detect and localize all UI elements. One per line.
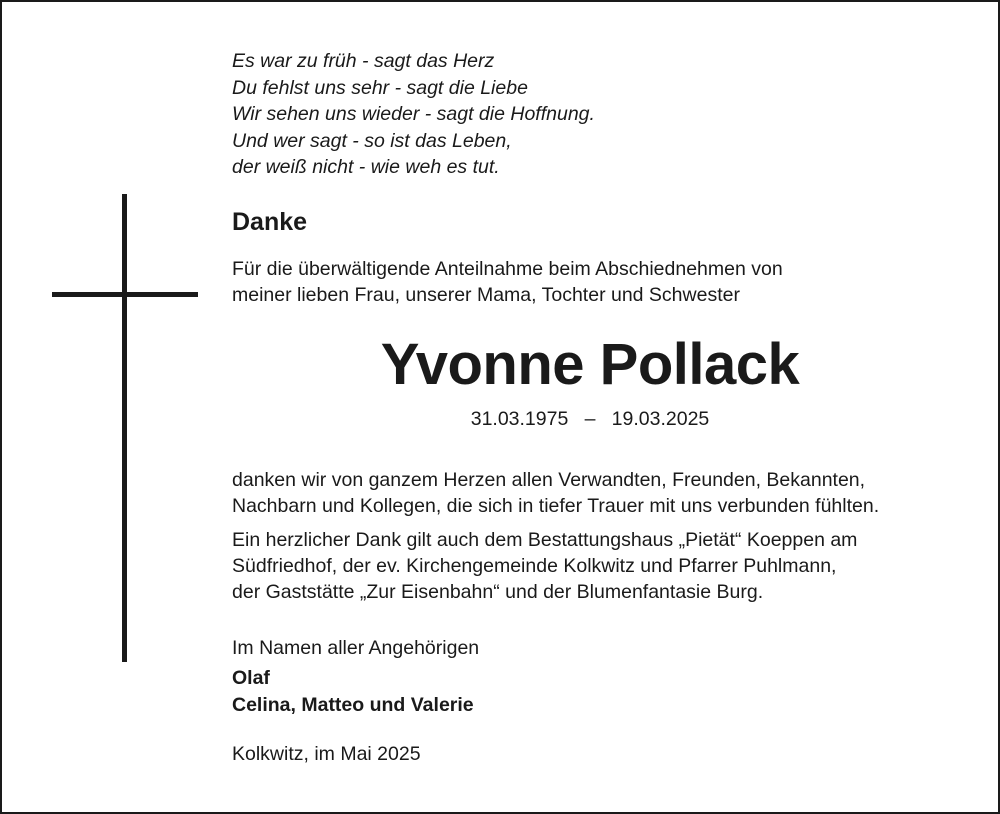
deceased-name: Yvonne Pollack (380, 332, 800, 397)
cross-horizontal-bar (52, 292, 198, 297)
paragraph-line: der Gaststätte „Zur Eisenbahn“ und der Blumenfantasie Burg. (232, 581, 764, 603)
life-dates: 31.03.1975 – 19.03.2025 (470, 408, 710, 430)
paragraph-line: Ein herzlicher Dank gilt auch dem Bestattungshaus „Pietät“ Koeppen am (232, 529, 858, 551)
paragraph-line: Nachbarn und Kollegen, die sich in tiefer Trauer mit uns verbunden fühlten. (232, 495, 880, 517)
thanks-paragraph-2 (232, 527, 948, 605)
thanks-paragraph-1 (232, 467, 948, 519)
intro-text (232, 256, 783, 308)
paragraph-line: Südfriedhof, der ev. Kirchengemeinde Kolkwitz und Pfarrer Puhlmann, (232, 555, 837, 577)
poem-line: Es war zu früh - sagt das Herz (232, 50, 495, 72)
poem-line: Wir sehen uns wieder - sagt die Hoffnung. (232, 103, 595, 125)
poem-line: Und wer sagt - so ist das Leben, (232, 129, 512, 152)
cross-vertical-bar (122, 194, 127, 662)
intro-line: meiner lieben Frau, unserer Mama, Tochter und Schwester (232, 284, 740, 306)
intro-line: Für die überwältigende Anteilnahme beim Abschiednehmen von (232, 258, 783, 280)
poem (232, 48, 595, 181)
paragraph-line: danken wir von ganzem Herzen allen Verwandten, Freunden, Bekannten, (232, 469, 866, 491)
place-date: Kolkwitz, im Mai 2025 (232, 743, 421, 765)
signer-name: Olaf (232, 667, 270, 689)
thanks-heading: Danke (232, 208, 308, 236)
poem-line: der weiß nicht - wie weh es tut. (232, 156, 500, 178)
signature-intro: Im Namen aller Angehörigen (232, 637, 480, 659)
signer-names: Celina, Matteo und Valerie (232, 694, 474, 716)
poem-line: Du fehlst uns sehr - sagt die Liebe (232, 76, 528, 99)
